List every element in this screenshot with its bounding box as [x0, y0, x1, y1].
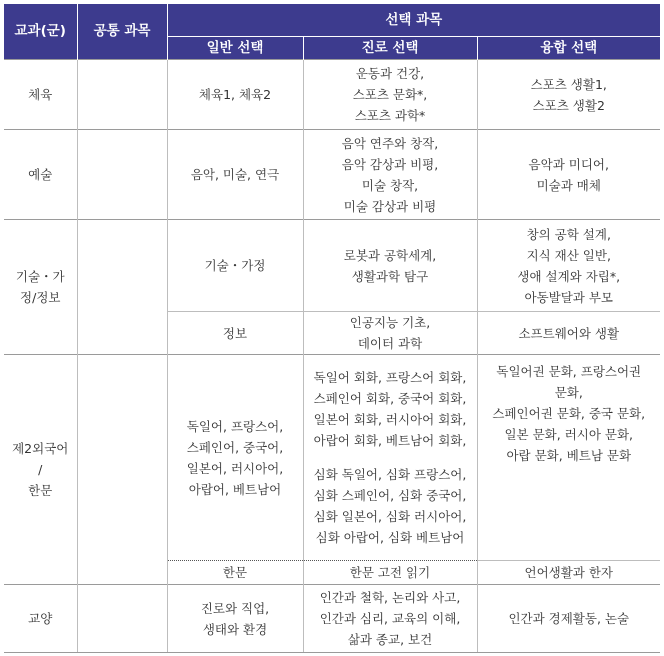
convergence-cell-liberal	[477, 585, 660, 653]
cell-line: 한문 고전 읽기	[349, 565, 431, 580]
cell-line: 지식 재산 일반,	[526, 247, 611, 263]
general-cell-liberal	[167, 585, 303, 653]
career-cell-liberal	[303, 585, 477, 653]
cell-line: 스페인어 회화, 중국어 회화,	[313, 391, 467, 406]
cell-line: 정보	[222, 325, 248, 341]
common-cell-liberal	[77, 585, 167, 653]
cell-line: 체육1, 체육2	[198, 87, 272, 102]
general-cell-hanmun	[167, 561, 303, 585]
cell-line: 미술 감상과 비평	[343, 198, 437, 214]
cell-line: 소프트웨어와 생활	[518, 325, 620, 341]
cell-line: 진로와 직업,	[200, 600, 270, 616]
cell-line: 문화,	[554, 385, 583, 400]
cell-line: 인간과 심리, 교육의 이해,	[319, 611, 461, 626]
convergence-cell-language	[477, 355, 660, 561]
cell-line: 기술・가	[15, 269, 65, 284]
career-cell-language	[303, 355, 477, 561]
convergence-cell-hanmun	[477, 561, 660, 585]
convergence-cell-pe	[477, 60, 660, 130]
header-convergence-elective: 융합 선택	[477, 37, 660, 60]
cell-line: 스페인어권 문화, 중국 문화,	[492, 406, 646, 421]
cell-line: 아랍어, 베트남어	[188, 481, 282, 497]
convergence-cell-info	[477, 312, 660, 355]
cell-line: 인간과 철학, 논리와 사고,	[319, 590, 461, 605]
header-common-course: 공통 과목	[77, 4, 167, 60]
area-cell-liberal: 교양	[4, 585, 77, 653]
header-elective-course: 선택 과목	[167, 4, 660, 37]
cell-line: 음악 연주와 창작,	[341, 135, 439, 151]
common-cell-arts	[77, 130, 167, 220]
cell-line: 심화 스페인어, 심화 중국어,	[313, 488, 467, 503]
career-cell-info	[303, 312, 477, 355]
cell-line: 운동과 건강,	[355, 66, 425, 81]
career-cell-arts	[303, 130, 477, 220]
cell-line: 창의 공학 설계,	[526, 226, 611, 242]
cell-line: 일본어, 러시아어,	[186, 460, 284, 476]
cell-line: 미술과 매체	[536, 177, 601, 193]
cell-line: 데이터 과학	[357, 336, 423, 351]
table-row-tech-home	[4, 220, 660, 312]
table-row-second-language	[4, 355, 660, 561]
cell-line: 심화 아랍어, 심화 베트남어	[315, 530, 465, 545]
table-row-pe	[4, 60, 660, 130]
cell-line: 로봇과 공학세계,	[343, 247, 437, 263]
general-cell-language	[167, 355, 303, 561]
cell-line: 제2외국어	[12, 441, 69, 456]
area-cell-language-hanmun	[4, 355, 77, 585]
cell-line: 일본어 회화, 러시아어 회화,	[313, 412, 467, 427]
cell-line: 인간과 경제활동, 논술	[508, 611, 630, 626]
cell-line: 스포츠 생활1,	[530, 76, 607, 92]
cell-line: 미술 창작,	[361, 177, 419, 193]
cell-line: 스포츠 생활2	[532, 97, 605, 113]
cell-line: 음악과 미디어,	[528, 156, 609, 172]
cell-line: 아랍어 회화, 베트남어 회화,	[313, 433, 467, 448]
convergence-cell-arts	[477, 130, 660, 220]
cell-line: 한문	[222, 565, 248, 580]
area-cell-tech-info	[4, 220, 77, 355]
career-cell-tech-home	[303, 220, 477, 312]
common-cell-tech-info	[77, 220, 167, 355]
cell-line: 독일어 회화, 프랑스어 회화,	[313, 370, 467, 385]
general-cell-arts	[167, 130, 303, 220]
common-cell-pe	[77, 60, 167, 130]
cell-line: 생태와 환경	[202, 621, 268, 637]
cell-line: 심화 독일어, 심화 프랑스어,	[313, 467, 467, 482]
cell-line: 인공지능 기초,	[349, 315, 431, 330]
cell-line: 아동발달과 부모	[524, 289, 613, 305]
cell-line: 스포츠 문화*,	[352, 87, 428, 102]
cell-line: 스페인어, 중국어,	[186, 439, 284, 455]
cell-line: 삶과 종교, 보건	[347, 632, 433, 647]
cell-line: 음악 감상과 비평,	[341, 156, 439, 172]
cell-line: 독일어, 프랑스어,	[186, 418, 284, 434]
general-cell-tech-home	[167, 220, 303, 312]
convergence-cell-tech-home	[477, 220, 660, 312]
cell-line: 정/정보	[20, 290, 61, 305]
cell-line: 스포츠 과학*	[354, 108, 426, 123]
header-general-elective: 일반 선택	[167, 37, 303, 60]
cell-line: 독일어권 문화, 프랑스어권	[496, 364, 642, 379]
cell-line: 심화 일본어, 심화 러시아어,	[313, 509, 467, 524]
header-career-elective: 진로 선택	[303, 37, 477, 60]
table-row-arts	[4, 130, 660, 220]
area-cell-pe: 체육	[4, 60, 77, 130]
cell-line: 일본 문화, 러시아 문화,	[504, 427, 634, 442]
cell-line: /	[38, 462, 43, 477]
career-cell-hanmun	[303, 561, 477, 585]
career-cell-pe	[303, 60, 477, 130]
general-cell-info	[167, 312, 303, 355]
table-row-liberal-arts	[4, 585, 660, 653]
cell-line: 언어생활과 한자	[524, 565, 613, 580]
cell-line: 음악, 미술, 연극	[190, 167, 280, 182]
cell-line: 기술・가정	[204, 258, 266, 273]
curriculum-table	[4, 4, 660, 653]
line-gap	[306, 451, 475, 464]
cell-line: 한문	[28, 483, 53, 498]
general-cell-pe	[167, 60, 303, 130]
common-cell-language-hanmun	[77, 355, 167, 585]
area-cell-arts: 예술	[4, 130, 77, 220]
cell-line: 생애 설계와 자립*,	[517, 268, 621, 284]
header-subject-area: 교과(군)	[4, 4, 77, 60]
cell-line: 아랍 문화, 베트남 문화	[506, 448, 632, 463]
cell-line: 생활과학 탐구	[351, 268, 429, 284]
